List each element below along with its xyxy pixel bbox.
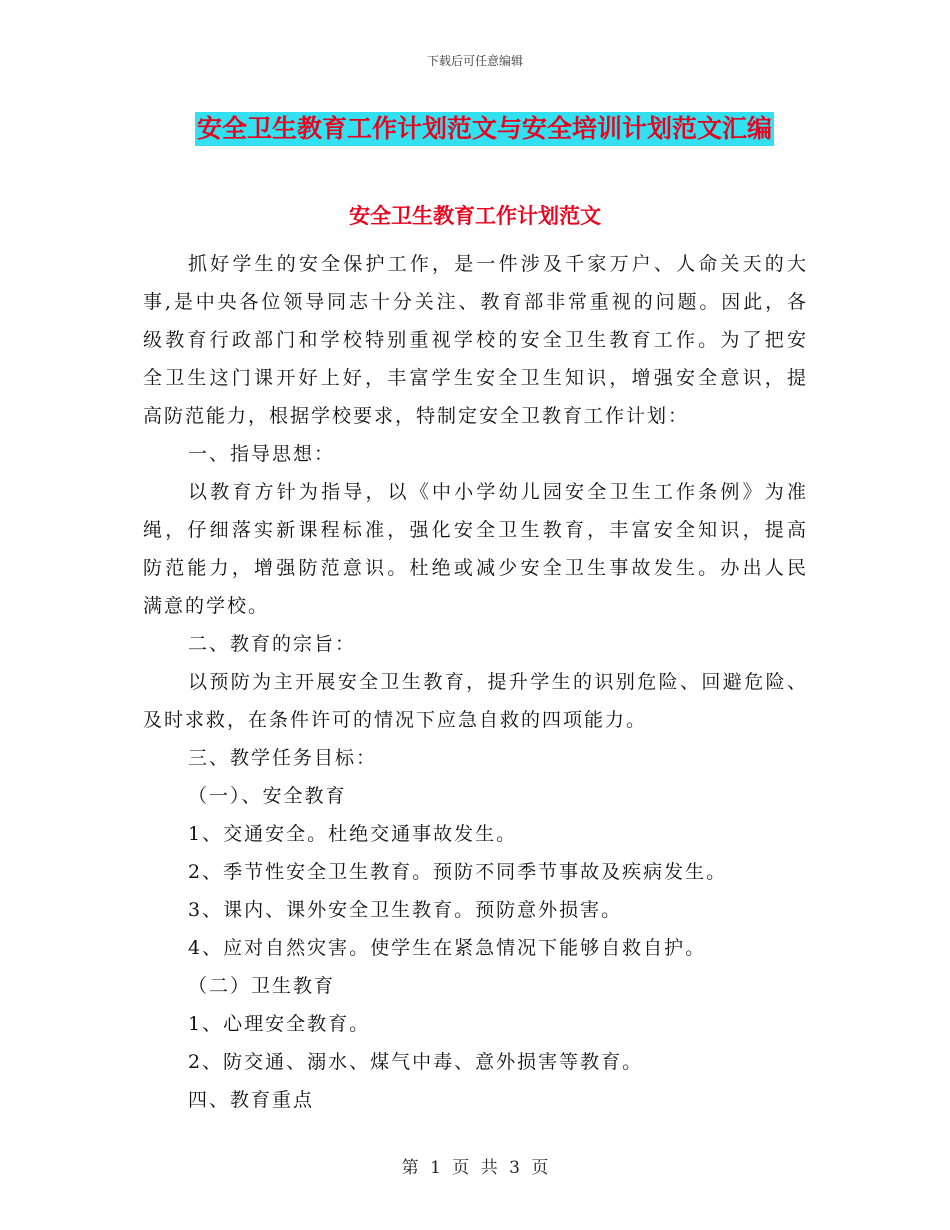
section-heading: 三、教学任务目标： <box>188 747 378 769</box>
list-item: 2、防交通、溺水、煤气中毒、意外损害等教育。 <box>188 1051 644 1073</box>
list-item: 1、心理安全教育。 <box>188 1013 371 1035</box>
paragraph-line: 全卫生这门课开好上好，丰富学生安全卫生知识，增强安全意识，提 <box>143 367 808 389</box>
paragraph-line: 满意的学校。 <box>143 595 270 617</box>
section-heading: 一、指导思想： <box>188 443 336 465</box>
paragraph-line: 高防范能力，根据学校要求，特制定安全卫教育工作计划： <box>143 405 690 427</box>
list-item: 4、应对自然灾害。使学生在紧急情况下能够自救自护。 <box>188 937 707 959</box>
footer-page-number: 1 <box>430 1158 441 1178</box>
section-heading: 二、教育的宗旨： <box>188 633 357 655</box>
subsection-heading: （一）、安全教育 <box>188 785 347 807</box>
paragraph-line: 及时求救，在条件许可的情况下应急自救的四项能力。 <box>143 709 648 731</box>
paragraph-line: 以教育方针为指导，以《中小学幼儿园安全卫生工作条例》为准 <box>188 481 808 503</box>
footer-suffix: 页 <box>531 1158 549 1178</box>
footer-total-label: 共 <box>480 1158 498 1178</box>
footer-prefix: 第 <box>401 1158 419 1178</box>
sub-title: 安全卫生教育工作计划范文 <box>349 204 601 228</box>
document-body <box>143 245 808 1119</box>
footer-total-pages: 3 <box>509 1158 520 1178</box>
paragraph-line: 事,是中央各位领导同志十分关注、教育部非常重视的问题。因此，各 <box>143 291 808 313</box>
paragraph-line: 抓好学生的安全保护工作，是一件涉及千家万户、人命关天的大 <box>188 253 808 275</box>
footer-page-label: 页 <box>452 1158 470 1178</box>
page-footer <box>0 1153 950 1178</box>
list-item: 1、交通安全。杜绝交通事故发生。 <box>188 823 518 845</box>
list-item: 2、季节性安全卫生教育。预防不同季节事故及疾病发生。 <box>188 861 728 883</box>
list-item: 3、课内、课外安全卫生教育。预防意外损害。 <box>188 899 623 921</box>
paragraph-line: 以预防为主开展安全卫生教育，提升学生的识别危险、回避危险、 <box>188 671 808 693</box>
header-note: 下载后可任意编辑 <box>426 54 523 68</box>
paragraph-line: 级教育行政部门和学校特别重视学校的安全卫生教育工作。为了把安 <box>143 329 808 351</box>
subsection-heading: （二）卫生教育 <box>188 975 336 997</box>
main-title: 安全卫生教育工作计划范文与安全培训计划范文汇编 <box>195 112 774 146</box>
paragraph-line: 绳，仔细落实新课程标准，强化安全卫生教育，丰富安全知识，提高 <box>143 519 808 541</box>
paragraph-line: 防范能力，增强防范意识。杜绝或减少安全卫生事故发生。办出人民 <box>143 557 808 579</box>
section-heading: 四、教育重点 <box>188 1089 315 1111</box>
